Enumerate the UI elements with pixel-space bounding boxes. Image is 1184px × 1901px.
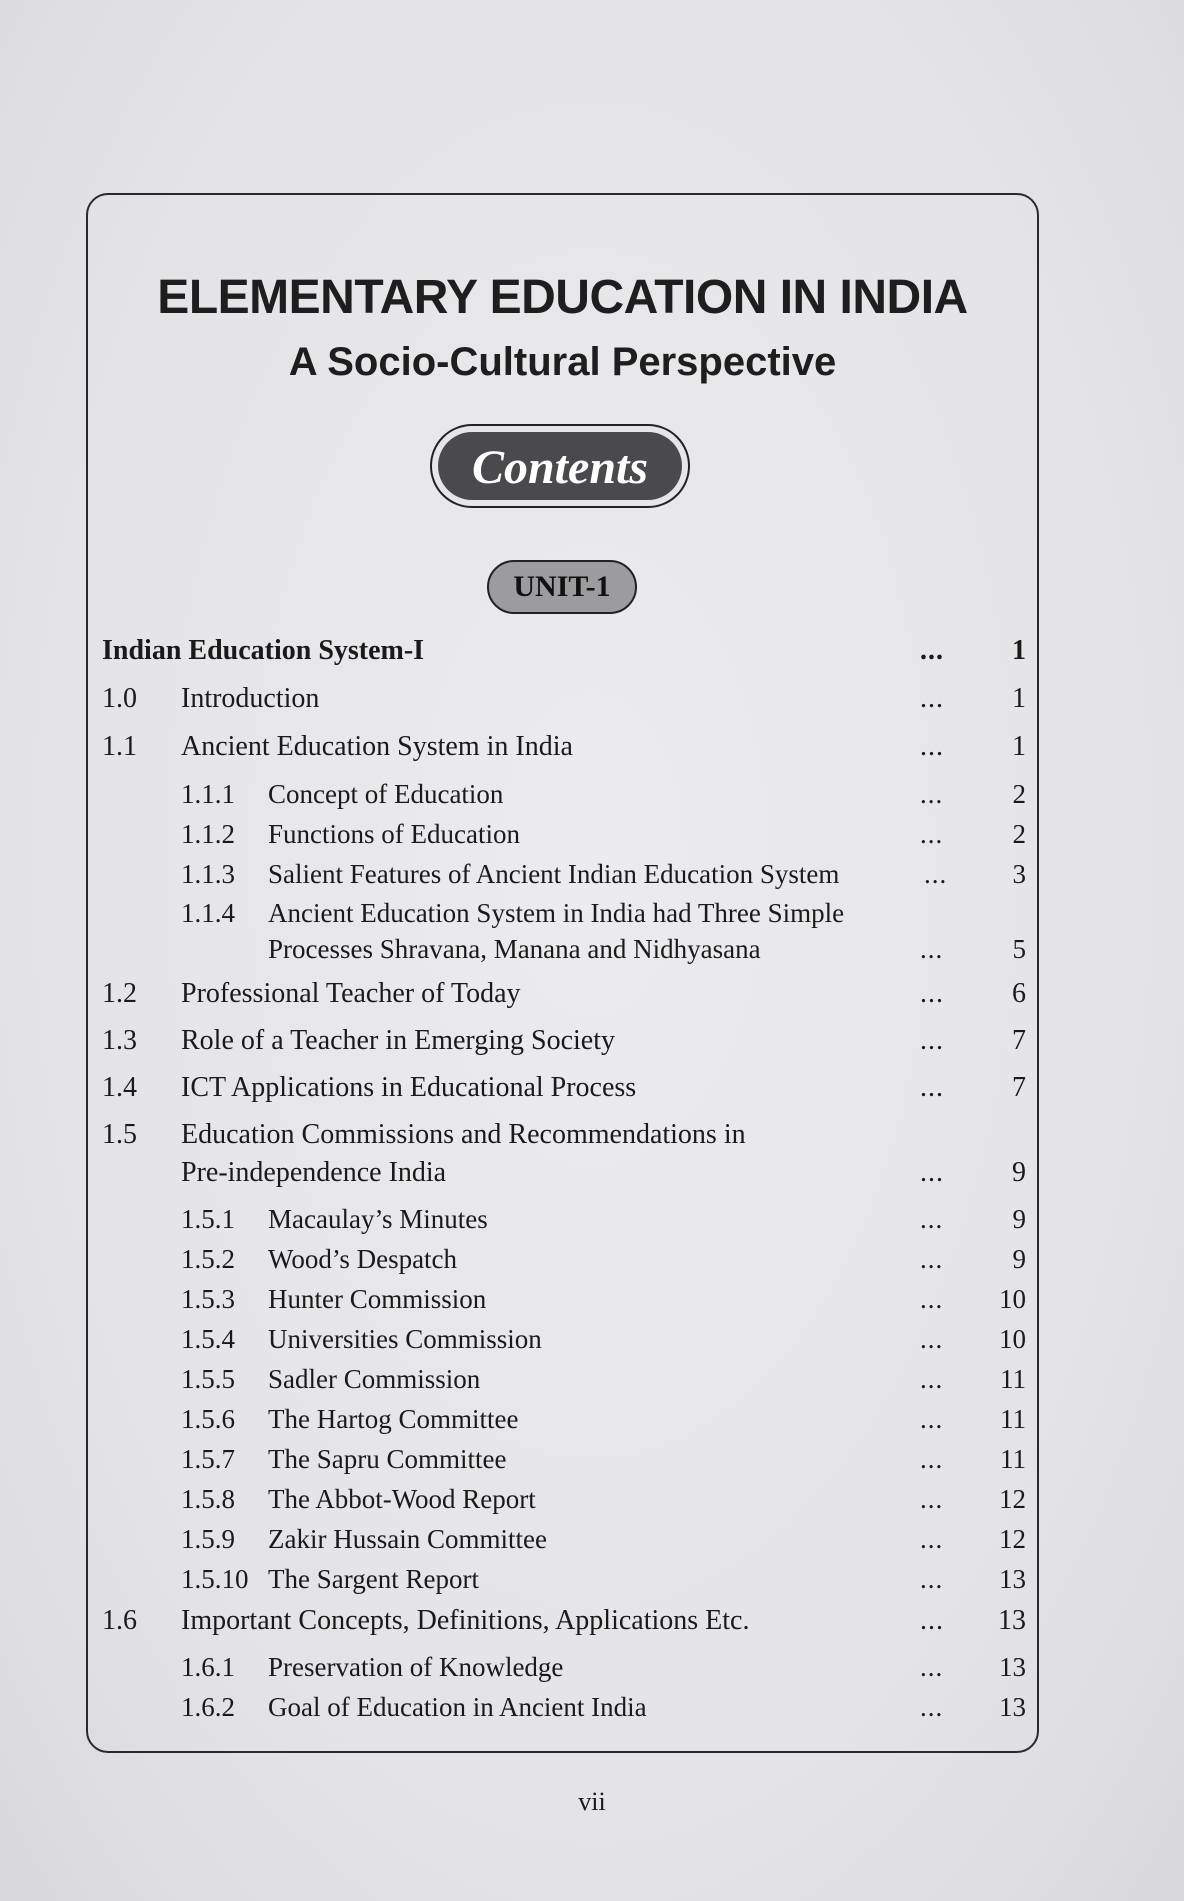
toc-leader: ... [920,1204,944,1234]
toc-page: 6 [1012,978,1026,1009]
page-number: vii [578,1787,606,1816]
toc-page: 9 [1012,1204,1026,1234]
toc-leader: ... [920,1605,944,1636]
toc-page: 7 [1012,1025,1026,1056]
toc-page: 13 [999,1564,1026,1594]
toc-page: 1 [1012,683,1026,714]
toc-title: Universities Commission [268,1324,542,1354]
toc-leader: ... [920,1025,944,1056]
toc-leader: ... [920,683,944,714]
toc-title: Sadler Commission [268,1364,481,1394]
toc-number: 1.4 [102,1072,137,1103]
toc-leader: ... [920,779,944,809]
toc-title: Indian Education System-I [102,635,425,666]
toc-number: 1.5.3 [181,1284,235,1314]
toc-title: Wood’s Despatch [268,1244,458,1274]
toc-number: 1.5.9 [181,1524,235,1554]
toc-title: ICT Applications in Educational Process [181,1072,637,1103]
toc-page: 5 [1012,934,1026,964]
toc-number: 1.2 [102,978,137,1009]
toc-number: 1.1.3 [181,859,235,889]
toc-title: Education Commissions and Recommendations in [181,1119,746,1150]
book-subtitle: A Socio-Cultural Perspective [288,340,837,384]
toc-title: Ancient Education System in India had Three Simple [268,898,845,928]
toc-title-line2: Pre-independence India [181,1157,447,1188]
toc-title: Concept of Education [268,779,504,809]
toc-leader: ... [920,1157,944,1188]
toc-title: Role of a Teacher in Emerging Society [181,1025,615,1056]
toc-page: 9 [1012,1244,1026,1274]
toc-page: 12 [999,1524,1026,1554]
toc-leader: ... [924,859,948,889]
toc-page: 1 [1012,731,1026,762]
toc-leader: ... [920,1404,944,1434]
toc-page: 3 [1012,859,1026,889]
book-title: ELEMENTARY EDUCATION IN INDIA [157,271,968,324]
toc-page: 11 [1000,1364,1026,1394]
toc-number: 1.5.5 [181,1364,235,1394]
toc-title: Introduction [181,683,320,714]
toc-leader: ... [920,1364,944,1394]
toc-number: 1.5.2 [181,1244,235,1274]
toc-title: Important Concepts, Definitions, Applications Etc. [181,1605,750,1636]
toc-title: Ancient Education System in India [181,731,573,762]
toc-leader: ... [920,1524,944,1554]
toc-leader: ... [920,1692,944,1722]
toc-leader: ... [920,731,944,762]
toc-leader: ... [920,635,944,666]
toc-title: Professional Teacher of Today [181,978,521,1009]
toc-number: 1.5.6 [181,1404,235,1434]
toc-number: 1.5.8 [181,1484,235,1514]
toc-page: 10 [999,1324,1026,1354]
toc-leader: ... [920,1284,944,1314]
toc-title: Salient Features of Ancient Indian Education System [268,859,840,889]
toc-leader: ... [920,1484,944,1514]
toc-number: 1.5 [102,1119,137,1150]
toc-number: 1.3 [102,1025,137,1056]
toc-number: 1.5.1 [181,1204,235,1234]
toc-page: 10 [999,1284,1026,1314]
toc-title: Hunter Commission [268,1284,487,1314]
toc-leader: ... [920,1072,944,1103]
unit-badge: UNIT-1 [487,560,637,614]
toc-leader: ... [920,819,944,849]
toc-title: Functions of Education [268,819,520,849]
toc-page: 12 [999,1484,1026,1514]
toc-title: Preservation of Knowledge [268,1652,564,1682]
toc-title: Goal of Education in Ancient India [268,1692,647,1722]
toc-title: The Hartog Committee [268,1404,519,1434]
toc-title-line2: Processes Shravana, Manana and Nidhyasana [268,934,761,964]
toc-number: 1.6 [102,1605,137,1636]
toc-title: The Sargent Report [268,1564,479,1594]
toc-leader: ... [920,978,944,1009]
toc-page: 1 [1012,635,1026,666]
toc-leader: ... [920,1244,944,1274]
toc-number: 1.5.10 [181,1564,249,1594]
toc-page: 13 [999,1652,1026,1682]
toc-page: 11 [1000,1444,1026,1474]
toc-number: 1.1.2 [181,819,235,849]
toc-leader: ... [920,1564,944,1594]
toc-page: 2 [1012,779,1026,809]
toc-page: 9 [1012,1157,1026,1188]
toc-page: 13 [998,1605,1026,1636]
toc-leader: ... [920,1652,944,1682]
contents-badge [430,424,690,508]
toc-title: Macaulay’s Minutes [268,1204,488,1234]
toc-number: 1.5.7 [181,1444,235,1474]
toc-number: 1.1.1 [181,779,235,809]
toc-title: The Abbot-Wood Report [268,1484,536,1514]
toc-number: 1.5.4 [181,1324,235,1354]
toc-leader: ... [920,934,944,964]
toc-number: 1.1.4 [181,898,235,928]
contents-label: Contents [438,432,682,500]
toc-title: The Sapru Committee [268,1444,507,1474]
toc-leader: ... [920,1324,944,1354]
toc-title: Zakir Hussain Committee [268,1524,547,1554]
toc-number: 1.0 [102,683,137,714]
toc-page: 11 [1000,1404,1026,1434]
toc-number: 1.6.1 [181,1652,235,1682]
toc-number: 1.6.2 [181,1692,235,1722]
toc-page: 7 [1012,1072,1026,1103]
toc-page: 2 [1012,819,1026,849]
toc-leader: ... [920,1444,944,1474]
toc-page: 13 [999,1692,1026,1722]
toc-number: 1.1 [102,731,137,762]
